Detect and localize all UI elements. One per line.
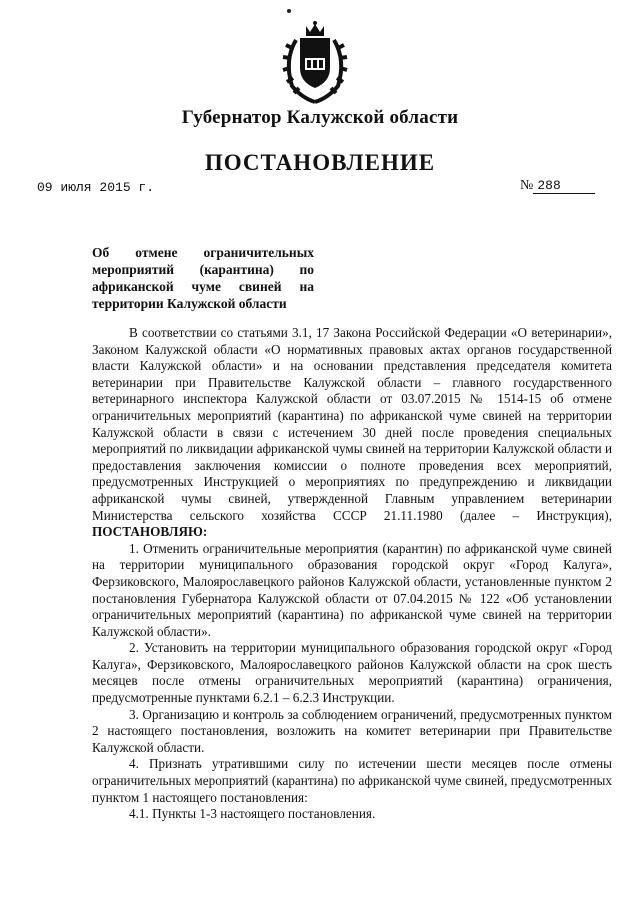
document-body xyxy=(92,325,612,823)
document-date: 09 июля 2015 г. xyxy=(37,180,155,195)
scan-dot xyxy=(287,9,291,13)
subject-line: мероприятий (карантина) по xyxy=(92,262,314,277)
clause-paragraph: 2. Установить на территории муниципального образования городской округ «Город Калуга», Ферзиковского, Малоярославецкого районов Калужской области на срок шесть месяцев после отмены ограничительных мероприятий (карантина) ограничения, предусмотренные пунктами 6.2.1 – 6.2.3 Инструкции. xyxy=(92,640,612,706)
subject-line: территории Калужской области xyxy=(92,296,287,311)
preamble-text: В соответствии со статьями 3.1, 17 Закона Российской Федерации «О ветеринарии», Законом Калужской области «О нормативных правовых актах органов государственной власти Калужской области» и на основании представления председателя комитета ветеринарии при Правительстве Калужской области – главного государственного ветеринарного инспектора Калужской области от 03.07.2015 № 1514-15 об отмене ограничительных мероприятий (карантина) по африканской чуме свиней на территории Калужской области в связи с истечением 30 дней после проведения специальных мероприятий по ликвидации африканской чумы свиней на территории Калужской области и предоставления заключения комиссии о полноте проведения всех мероприятий, предусмотренных Инструкцией о мероприятиях по предупреждению и ликвидации африканской чумы свиней, утвержденной Главным управлением ветеринарии Министерства сельского хозяйства СССР 21.11.1980 (далее – Инструкция), xyxy=(92,325,613,523)
document-type-title: ПОСТАНОВЛЕНИЕ xyxy=(204,150,436,175)
subject-line: Об отмене ограничительных xyxy=(92,245,314,260)
clause-paragraph: 4. Признать утратившими силу по истечении шести месяцев после отмены ограничительных мероприятий (карантина) по африканской чуме свиней, предусмотренных пунктом 1 настоящего постановления: xyxy=(92,756,612,805)
document-number: 288 xyxy=(533,178,595,194)
issuing-authority: Губернатор Калужской области xyxy=(181,107,459,128)
document-subject xyxy=(92,244,314,312)
subject-line: африканской чуме свиней на xyxy=(92,279,314,294)
number-label: № xyxy=(520,178,534,193)
clause-paragraph: 3. Организацию и контроль за соблюдением ограничений, предусмотренных пунктом 2 настоящего постановления, возложить на комитет ветеринарии при Правительстве Калужской области. xyxy=(92,706,612,755)
clause-paragraph: 4.1. Пункты 1-3 настоящего постановления. xyxy=(129,806,376,822)
clause-paragraph: 1. Отменить ограничительные мероприятия (карантин) по африканской чуме свиней на территории муниципального образования городской округ «Город Калуга», Ферзиковского, Малоярославецкого районов Калужской области, установленные пунктом 2 постановления Губернатора Калужской области от 07.04.2015 № 122 «Об установлении ограничительных мероприятий (карантина) по африканской чуме свиней на территории Калужской области». xyxy=(92,540,612,639)
document-number-block xyxy=(520,178,595,194)
decree-word: ПОСТАНОВЛЯЮ: xyxy=(92,524,208,540)
preamble-paragraph xyxy=(92,325,612,541)
coat-of-arms-icon xyxy=(272,20,358,106)
